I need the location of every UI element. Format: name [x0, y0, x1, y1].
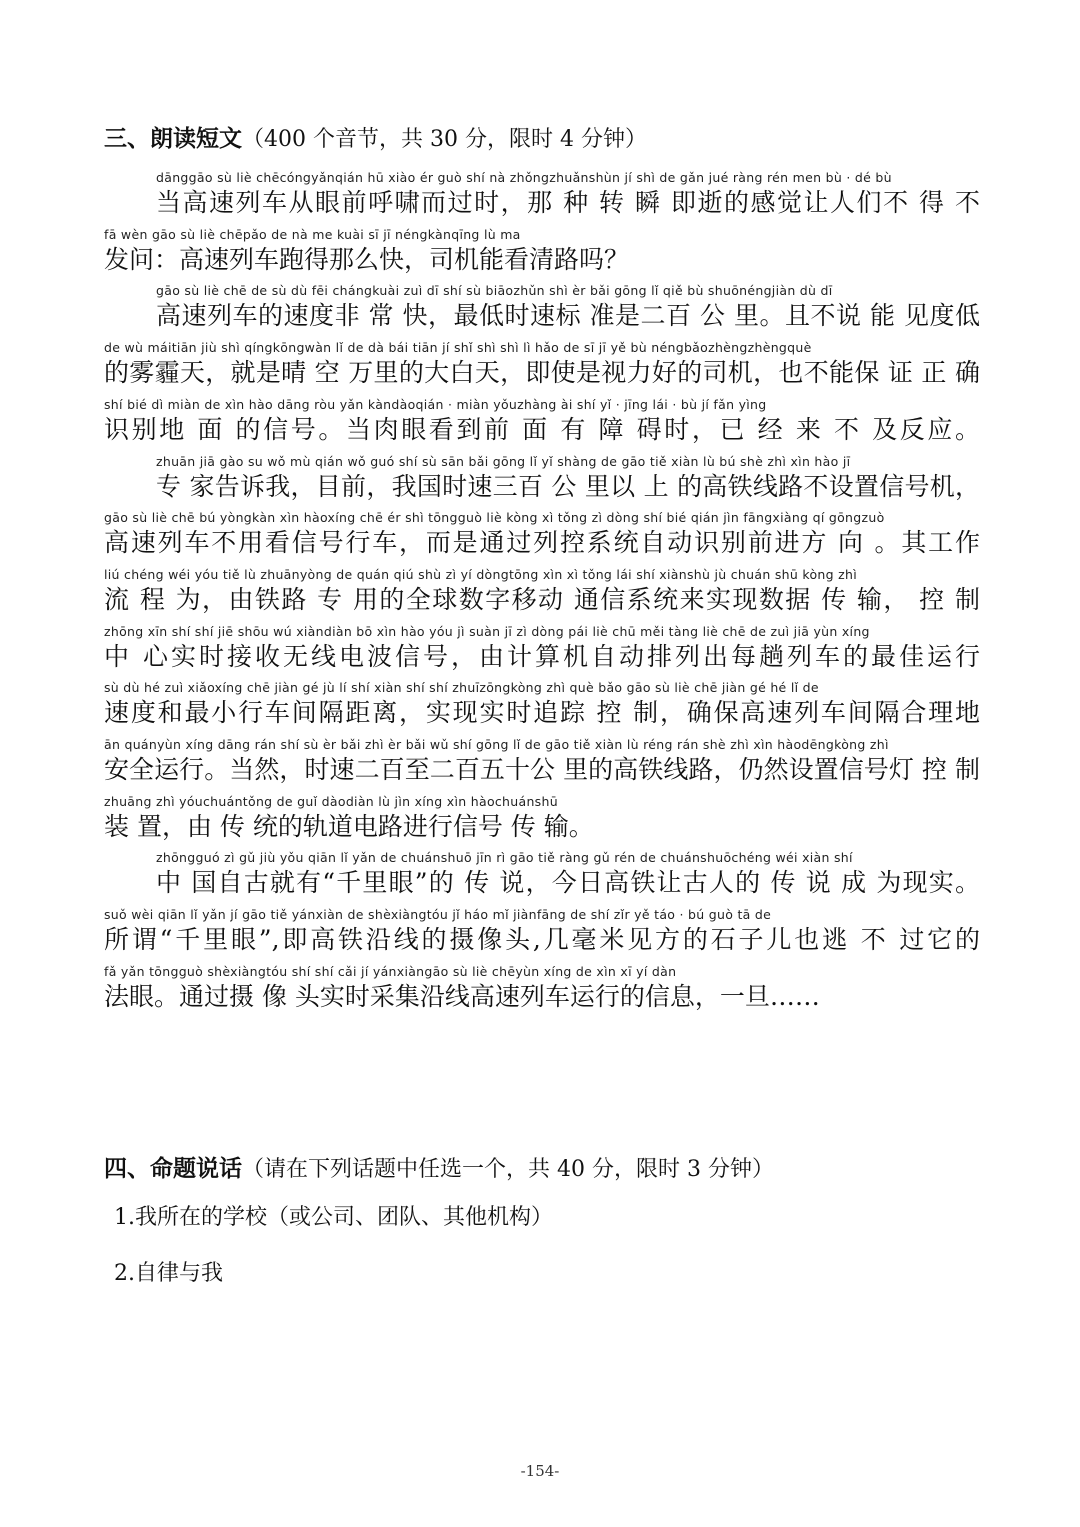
- pinyin-annotation: dānggāo sù liè chēcóngyǎnqián hū xiào ér guò shí nà zhǒngzhuǎnshùn jí shì de gǎn jué ràng rén men bù · dé bù: [156, 170, 892, 185]
- passage-text: 法眼。通过摄 像 头实时采集沿线高速列车运行的信息，一旦……: [104, 981, 820, 1011]
- pinyin-annotation: gāo sù liè chē de sù dù fēi chángkuài zuì dī shí sù biāozhǔn shì èr bǎi gōng lǐ qiě bù shuōnéngjiàn dù dī: [156, 283, 833, 299]
- passage-text: 高速列车不用看信号行车，而是通过列控系统自动识别前进方 向 。其工作: [104, 528, 980, 558]
- passage-text: 的雾霾天，就是晴 空 万里的大白天，即使是视力好的司机，也不能保 证 正 确: [104, 358, 980, 388]
- passage-text: 流 程 为，由铁路 专 用的全球数字移动 通信系统来实现数据 传 输， 控 制: [104, 584, 980, 614]
- passage-text: 发问：高速列车跑得那么快，司机能看清路吗？: [104, 244, 630, 274]
- section-4-note: （请在下列话题中任选一个，共 40 分，限时 3 分钟）: [242, 1157, 774, 1182]
- passage-text: 专 家告诉我，目前，我国时速三百 公 里以 上 的高铁线路不设置信号机，: [156, 471, 980, 501]
- section-4-title: 四、命题说话: [104, 1156, 242, 1182]
- passage-line: [104, 397, 980, 454]
- passage-line: [104, 227, 980, 284]
- pinyin-annotation: liú chéng wéi yóu tiě lù zhuānyòng de quán qiú shù zì yí dòngtōng xìn xì tǒng lái shí xiànshù jù chuán shū kòng zhì: [104, 566, 857, 582]
- passage-text: 速度和最小行车间隔距离，实现实时追踪 控 制，确保高速列车间隔合理地: [104, 698, 980, 728]
- passage-line: [104, 340, 980, 397]
- pinyin-annotation: ān quányùn xíng dāng rán shí sù èr bǎi zhì èr bǎi wǔ shí gōng lǐ de gāo tiě xiàn lù réng rán shè zhì xìn hàodēngkòng zhì: [104, 737, 889, 752]
- pinyin-annotation: shí bié dì miàn de xìn hào dāng ròu yǎn kàndàoqián · miàn yǒuzhàng ài shí yǐ · jīng lái · bù jí fǎn yìng: [104, 396, 767, 412]
- passage-line: [104, 737, 980, 794]
- passage-text: 安全运行。当然，时速二百至二百五十公 里的高铁线路，仍然设置信号灯 控 制: [104, 755, 980, 784]
- pinyin-annotation: zhōngguó zì gǔ jiù yǒu qiān lǐ yǎn de chuánshuō jīn rì gāo tiě ràng gǔ rén de chuánshuōchéng wéi xiàn shí: [156, 850, 853, 866]
- passage-text: 所谓“千里眼”,即高铁沿线的摄像头,几毫米见方的石子儿也逃 不 过它的: [104, 925, 980, 955]
- pinyin-annotation: zhuān jiā gào su wǒ mù qián wǒ guó shí sù sān bǎi gōng lǐ yǐ shàng de gāo tiě xiàn lù bú shè zhì xìn hào jī: [156, 453, 851, 469]
- passage-text: 当高速列车从眼前呼啸而过时，那 种 转 瞬 即逝的感觉让人们不 得 不: [156, 188, 980, 217]
- pinyin-annotation: fǎ yǎn tōngguò shèxiàngtóu shí shí cǎi jí yánxiàngāo sù liè chēyùn xíng de xìn xī yí dàn: [104, 963, 677, 979]
- passage-line: [104, 170, 980, 227]
- topic-item: 1.我所在的学校（或公司、团队、其他机构）: [114, 1205, 553, 1230]
- passage-text: 高速列车的速度非 常 快，最低时速标 准是二百 公 里。且不说 能 见度低: [156, 301, 980, 331]
- topic-item: 2.自律与我: [114, 1261, 223, 1286]
- passage-line: [104, 794, 980, 851]
- pinyin-annotation: de wù máitiān jiù shì qíngkōngwàn lǐ de dà bái tiān jí shǐ shì shì lì hǎo de sī jī yě bù néngbǎozhèngzhèngquè: [104, 340, 812, 356]
- passage-line: [104, 567, 980, 624]
- pinyin-annotation: zhuāng zhì yóuchuántǒng de guǐ dàodiàn lù jìn xíng xìn hàochuánshū: [104, 793, 558, 809]
- passage-line: [104, 283, 980, 340]
- passage-text: 识别地 面 的信号。当肉眼看到前 面 有 障 碍时，已 经 来 不 及反应。: [104, 414, 980, 444]
- pinyin-annotation: sù dù hé zuì xiǎoxíng chē jiàn gé jù lí shí xiàn shí shí zhuīzōngkòng zhì què bǎo gāo sù liè chē jiàn gé hé lǐ de: [104, 680, 819, 696]
- passage-text: 装 置，由 传 统的轨道电路进行信号 传 输。: [104, 811, 594, 841]
- passage-line: [104, 624, 980, 681]
- section-3-title: 三、朗读短文: [104, 126, 242, 152]
- passage-text: 中 国自古就有“千里眼”的 传 说，今日高铁让古人的 传 说 成 为现实。: [156, 868, 980, 898]
- pinyin-annotation: fā wèn gāo sù liè chēpǎo de nà me kuài sī jī néngkànqīng lù ma: [104, 226, 521, 242]
- pinyin-annotation: gāo sù liè chē bú yòngkàn xìn hàoxíng chē ér shì tōngguò liè kòng xì tǒng zì dòng shí bié qián jìn fāngxiàng qí gōngzuò: [104, 510, 885, 526]
- section-4-heading: [104, 1150, 774, 1183]
- passage-text: 中 心实时接收无线电波信号，由计算机自动排列出每趟列车的最佳运行: [104, 641, 980, 671]
- passage-line: [104, 964, 980, 1021]
- pinyin-annotation: suǒ wèi qiān lǐ yǎn jí gāo tiě yánxiàn de shèxiàngtóu jǐ háo mǐ jiànfāng de shí zǐr yě táo · bú guò tā de: [104, 907, 772, 923]
- passage-line: [104, 680, 980, 737]
- passage-line: [104, 850, 980, 907]
- passage-line: [104, 907, 980, 964]
- section-3-heading: [104, 120, 647, 153]
- passage-line: [104, 454, 980, 511]
- pinyin-annotation: zhōng xīn shí shí jiē shōu wú xiàndiàn bō xìn hào yóu jì suàn jī zì dòng pái liè chū měi tàng liè chē de zuì jiā yùn xíng: [104, 623, 870, 639]
- page-number: -154-: [520, 1462, 560, 1480]
- passage-line: [104, 510, 980, 567]
- section-3-note: （400 个音节，共 30 分，限时 4 分钟）: [242, 127, 647, 152]
